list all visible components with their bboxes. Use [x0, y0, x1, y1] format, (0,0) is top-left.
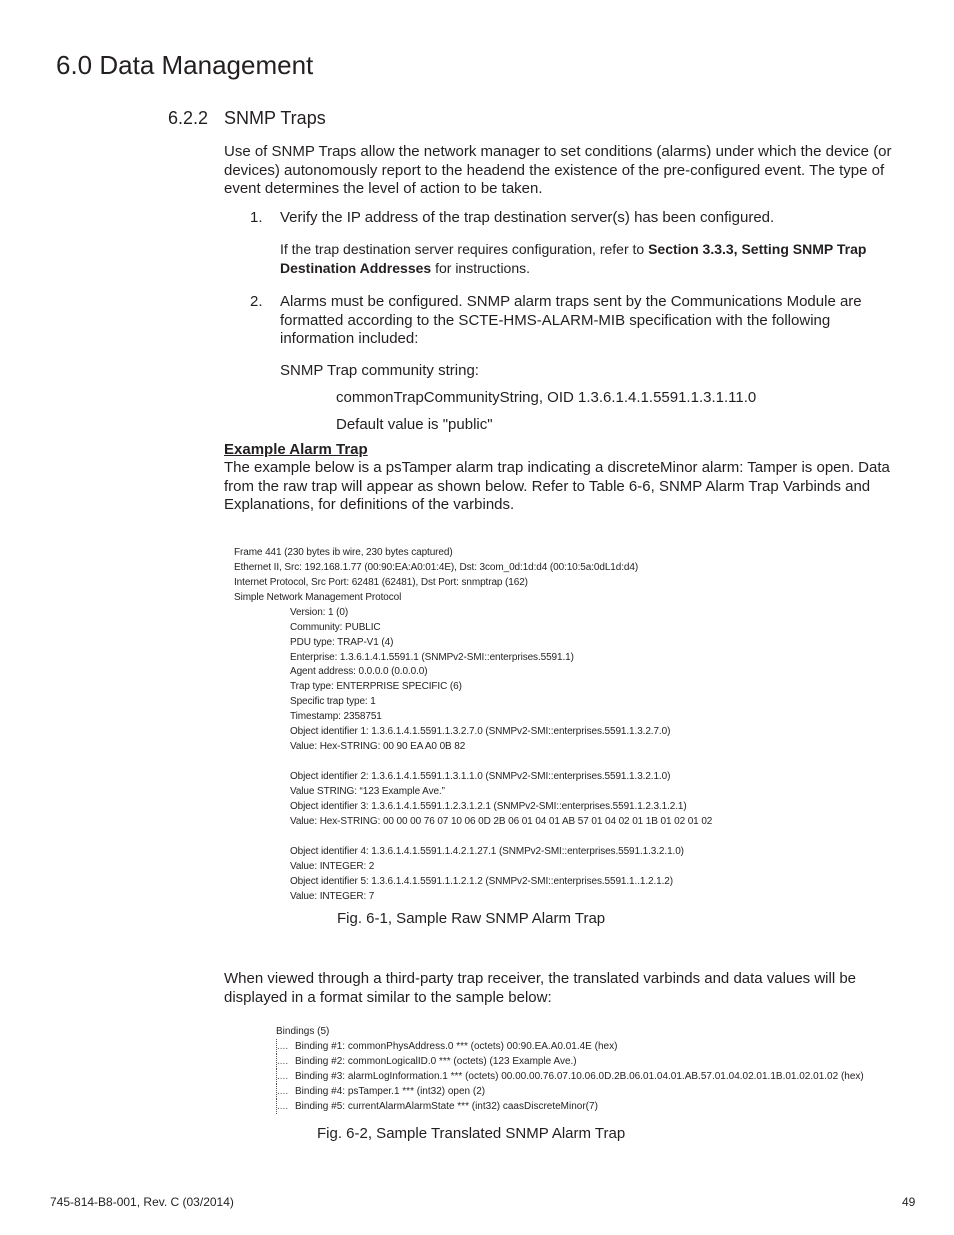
bindings-header: Bindings (5) — [276, 1026, 330, 1037]
raw-header-line: Ethernet II, Src: 192.168.1.77 (00:90:EA:A0:01:4E), Dst: 3com_0d:1d:d4 (00:10:5a:0dL1d:d4) — [234, 562, 639, 573]
step-1-note-reference: Section 3.3.3, Setting SNMP Trap Destination Addresses — [280, 241, 867, 276]
raw-field-line: Timestamp: 2358751 — [290, 711, 382, 722]
tree-connector: .... — [276, 1039, 295, 1054]
example-text: The example below is a psTamper alarm trap indicating a discreteMinor alarm: Tamper is open. Data from the raw trap will appear as shown below. Refer to Table 6-6, SNMP Alarm Trap Varbinds and Explanations, for definitions of the varbinds. — [224, 459, 890, 513]
raw-field-line: Community: PUBLIC — [290, 622, 381, 633]
community-label: SNMP Trap community string: — [280, 362, 479, 379]
translated-intro: When viewed through a third-party trap receiver, the translated varbinds and data values will be displayed in a format similar to the sample below: — [224, 970, 857, 1006]
footer-doc-number: 745-814-B8-001, Rev. C (03/2014) — [50, 1195, 234, 1209]
tree-connector: .... — [276, 1069, 295, 1084]
raw-field-line: Trap type: ENTERPRISE SPECIFIC (6) — [290, 681, 462, 692]
raw-field-line: Object identifier 1: 1.3.6.1.4.1.5591.1.3.2.7.0 (SNMPv2-SMI::enterprises.5591.1.3.2.7.0) — [290, 726, 671, 737]
raw-field-line: Value: INTEGER: 7 — [290, 891, 375, 902]
intro-paragraph: Use of SNMP Traps allow the network manager to set conditions (alarms) under which the device (or devices) autonomously report to the headend the existence of the pre-configured event. The type of event determines the level of action to be taken. — [224, 143, 892, 197]
raw-field-line: Object identifier 4: 1.3.6.1.4.1.5591.1.4.2.1.27.1 (SNMPv2-SMI::enterprises.5591.1.3.2.1.0) — [290, 846, 684, 857]
raw-field-line: Object identifier 3: 1.3.6.1.4.1.5591.1.2.3.1.2.1 (SNMPv2-SMI::enterprises.5591.1.2.3.1.2.1) — [290, 801, 687, 812]
binding-text: Binding #3: alarmLogInformation.1 *** (octets) 00.00.00.76.07.10.06.0D.2B.06.01.04.01.AB.57.01.04.02.01.1B.01.02.01.02 (hex) — [295, 1071, 864, 1082]
tree-connector: .... — [276, 1054, 295, 1069]
raw-field-line: Value: INTEGER: 2 — [290, 861, 375, 872]
raw-header-line: Frame 441 (230 bytes ib wire, 230 bytes captured) — [234, 547, 453, 558]
raw-field-line: Value: Hex-STRING: 00 90 EA A0 0B 82 — [290, 741, 466, 752]
raw-field-line: Agent address: 0.0.0.0 (0.0.0.0) — [290, 666, 428, 677]
binding-row — [276, 1084, 864, 1099]
step-1-text: Verify the IP address of the trap destination server(s) has been configured. — [280, 209, 775, 226]
tree-connector: .... — [276, 1099, 295, 1114]
figure-6-1-caption: Fig. 6-1, Sample Raw SNMP Alarm Trap — [337, 910, 606, 927]
chapter-title: 6.0 Data Management — [56, 50, 314, 80]
raw-field-line: Object identifier 5: 1.3.6.1.4.1.5591.1.1.2.1.2 (SNMPv2-SMI::enterprises.5591.1..1.2.1.2) — [290, 876, 673, 887]
binding-row — [276, 1099, 864, 1114]
binding-row — [276, 1069, 864, 1084]
raw-field-line: Version: 1 (0) — [290, 607, 349, 618]
raw-field-line: Enterprise: 1.3.6.1.4.1.5591.1 (SNMPv2-SMI::enterprises.5591.1) — [290, 652, 574, 663]
raw-field-line: Value STRING: “123 Example Ave.” — [290, 786, 445, 797]
raw-header-line: Internet Protocol, Src Port: 62481 (62481), Dst Port: snmptrap (162) — [234, 577, 528, 588]
raw-header-line: Simple Network Management Protocol — [234, 592, 402, 603]
community-oid: commonTrapCommunityString, OID 1.3.6.1.4.1.5591.1.3.1.11.0 — [336, 389, 757, 406]
binding-text: Binding #1: commonPhysAddress.0 *** (octets) 00:90.EA.A0.01.4E (hex) — [295, 1041, 618, 1052]
binding-text: Binding #5: currentAlarmAlarmState *** (int32) caasDiscreteMinor(7) — [295, 1101, 598, 1112]
binding-text: Binding #2: commonLogicalID.0 *** (octets) (123 Example Ave.) — [295, 1056, 577, 1067]
step-1-note-post: for instructions. — [431, 260, 531, 276]
step-1-number: 1. — [250, 209, 263, 226]
raw-field-line: Object identifier 2: 1.3.6.1.4.1.5591.1.3.1.1.0 (SNMPv2-SMI::enterprises.5591.1.3.2.1.0) — [290, 771, 671, 782]
binding-text: Binding #4: psTamper.1 *** (int32) open (2) — [295, 1086, 486, 1097]
bindings-tree — [276, 1024, 864, 1114]
raw-field-line: PDU type: TRAP-V1 (4) — [290, 637, 394, 648]
raw-field-line: Value: Hex-STRING: 00 00 00 76 07 10 06 0D 2B 06 01 04 01 AB 57 01 04 02 01 1B 01 02 01 02 — [290, 816, 713, 827]
footer-page-number: 49 — [902, 1195, 916, 1209]
tree-connector: .... — [276, 1084, 295, 1099]
binding-row — [276, 1039, 864, 1054]
example-title: Example Alarm Trap — [224, 441, 368, 458]
section-number: 6.2.2 — [168, 108, 209, 128]
binding-row — [276, 1054, 864, 1069]
community-default: Default value is "public" — [336, 416, 493, 433]
step-2-text: Alarms must be configured. SNMP alarm traps sent by the Communications Module are formatted according to the SCTE-HMS-ALARM-MIB specification with the following information included: — [280, 293, 862, 347]
step-1-note-pre: If the trap destination server requires configuration, refer to — [280, 241, 649, 257]
raw-field-line: Specific trap type: 1 — [290, 696, 376, 707]
figure-6-2-caption: Fig. 6-2, Sample Translated SNMP Alarm Trap — [317, 1125, 626, 1142]
step-2-number: 2. — [250, 293, 263, 310]
section-title: SNMP Traps — [224, 108, 326, 128]
